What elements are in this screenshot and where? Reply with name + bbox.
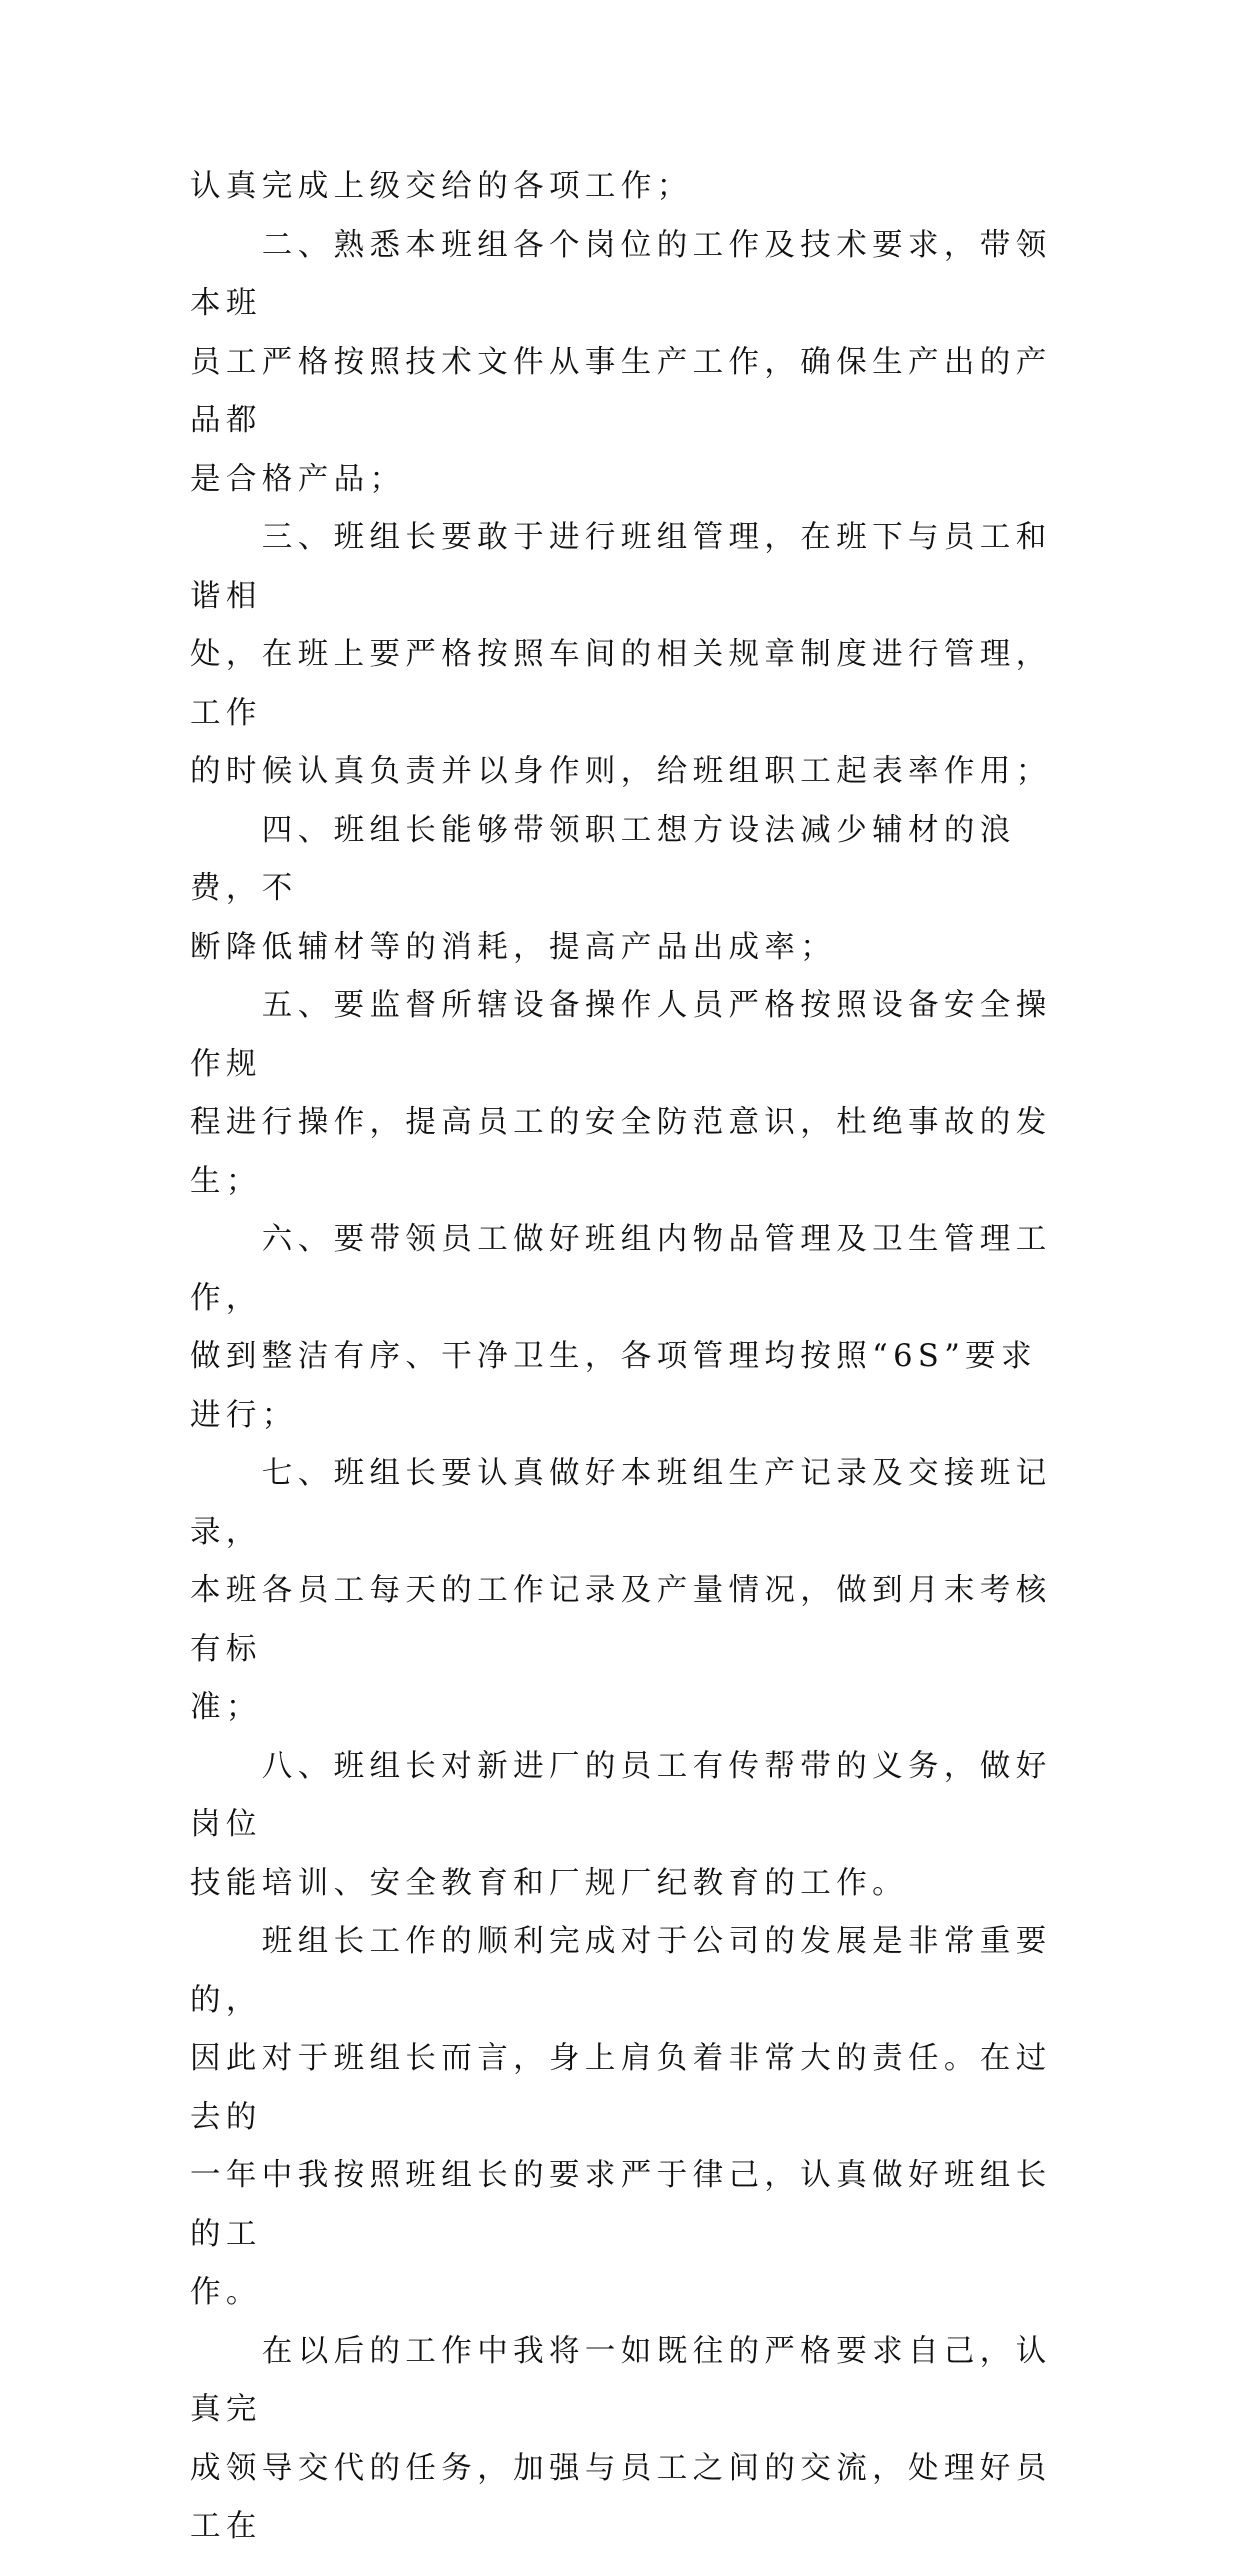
paragraph-item-7: 七、班组长要认真做好本班组生产记录及交接班记录， 本班各员工每天的工作记录及产量情况，做到月末考核有标 准； (190, 1456, 1052, 1725)
paragraph-continuation: 认真完成上级交给的各项工作； (190, 169, 693, 204)
paragraph-outlook: 在以后的工作中我将一如既往的严格要求自己，认真完 成领导交代的任务，加强与员工之间的交流，处理好员工在 (190, 2333, 1052, 2544)
paragraph-item-3: 三、班组长要敢于进行班组管理，在班下与员工和谐相 处，在班上要严格按照车间的相关规章制度进行管理，工作 的时候认真负责并以身作则，给班组职工起表率作用； (190, 520, 1052, 789)
document-body (190, 158, 1060, 2557)
paragraph-item-5: 五、要监督所辖设备操作人员严格按照设备安全操作规 程进行操作，提高员工的安全防范意识，杜绝事故的发生； (190, 988, 1052, 1199)
paragraph-item-6: 六、要带领员工做好班组内物品管理及卫生管理工作， 做到整洁有序、干净卫生，各项管理均按照“6S”要求进行； (190, 1222, 1052, 1433)
paragraph-item-4: 四、班组长能够带领职工想方设法减少辅材的浪费，不 断降低辅材等的消耗，提高产品出成率； (190, 812, 1016, 965)
paragraph-item-8: 八、班组长对新进厂的员工有传帮带的义务，做好岗位 技能培训、安全教育和厂规厂纪教育的工作。 (190, 1748, 1052, 1901)
paragraph-item-2: 二、熟悉本班组各个岗位的工作及技术要求，带领本班 员工严格按照技术文件从事生产工作，确保生产出的产品都 是合格产品； (190, 227, 1052, 497)
paragraph-summary: 班组长工作的顺利完成对于公司的发展是非常重要的， 因此对于班组长而言，身上肩负着非常大的责任。在过去的 一年中我按照班组长的要求严于律己，认真做好班组长的工 作。 (190, 1924, 1052, 2310)
